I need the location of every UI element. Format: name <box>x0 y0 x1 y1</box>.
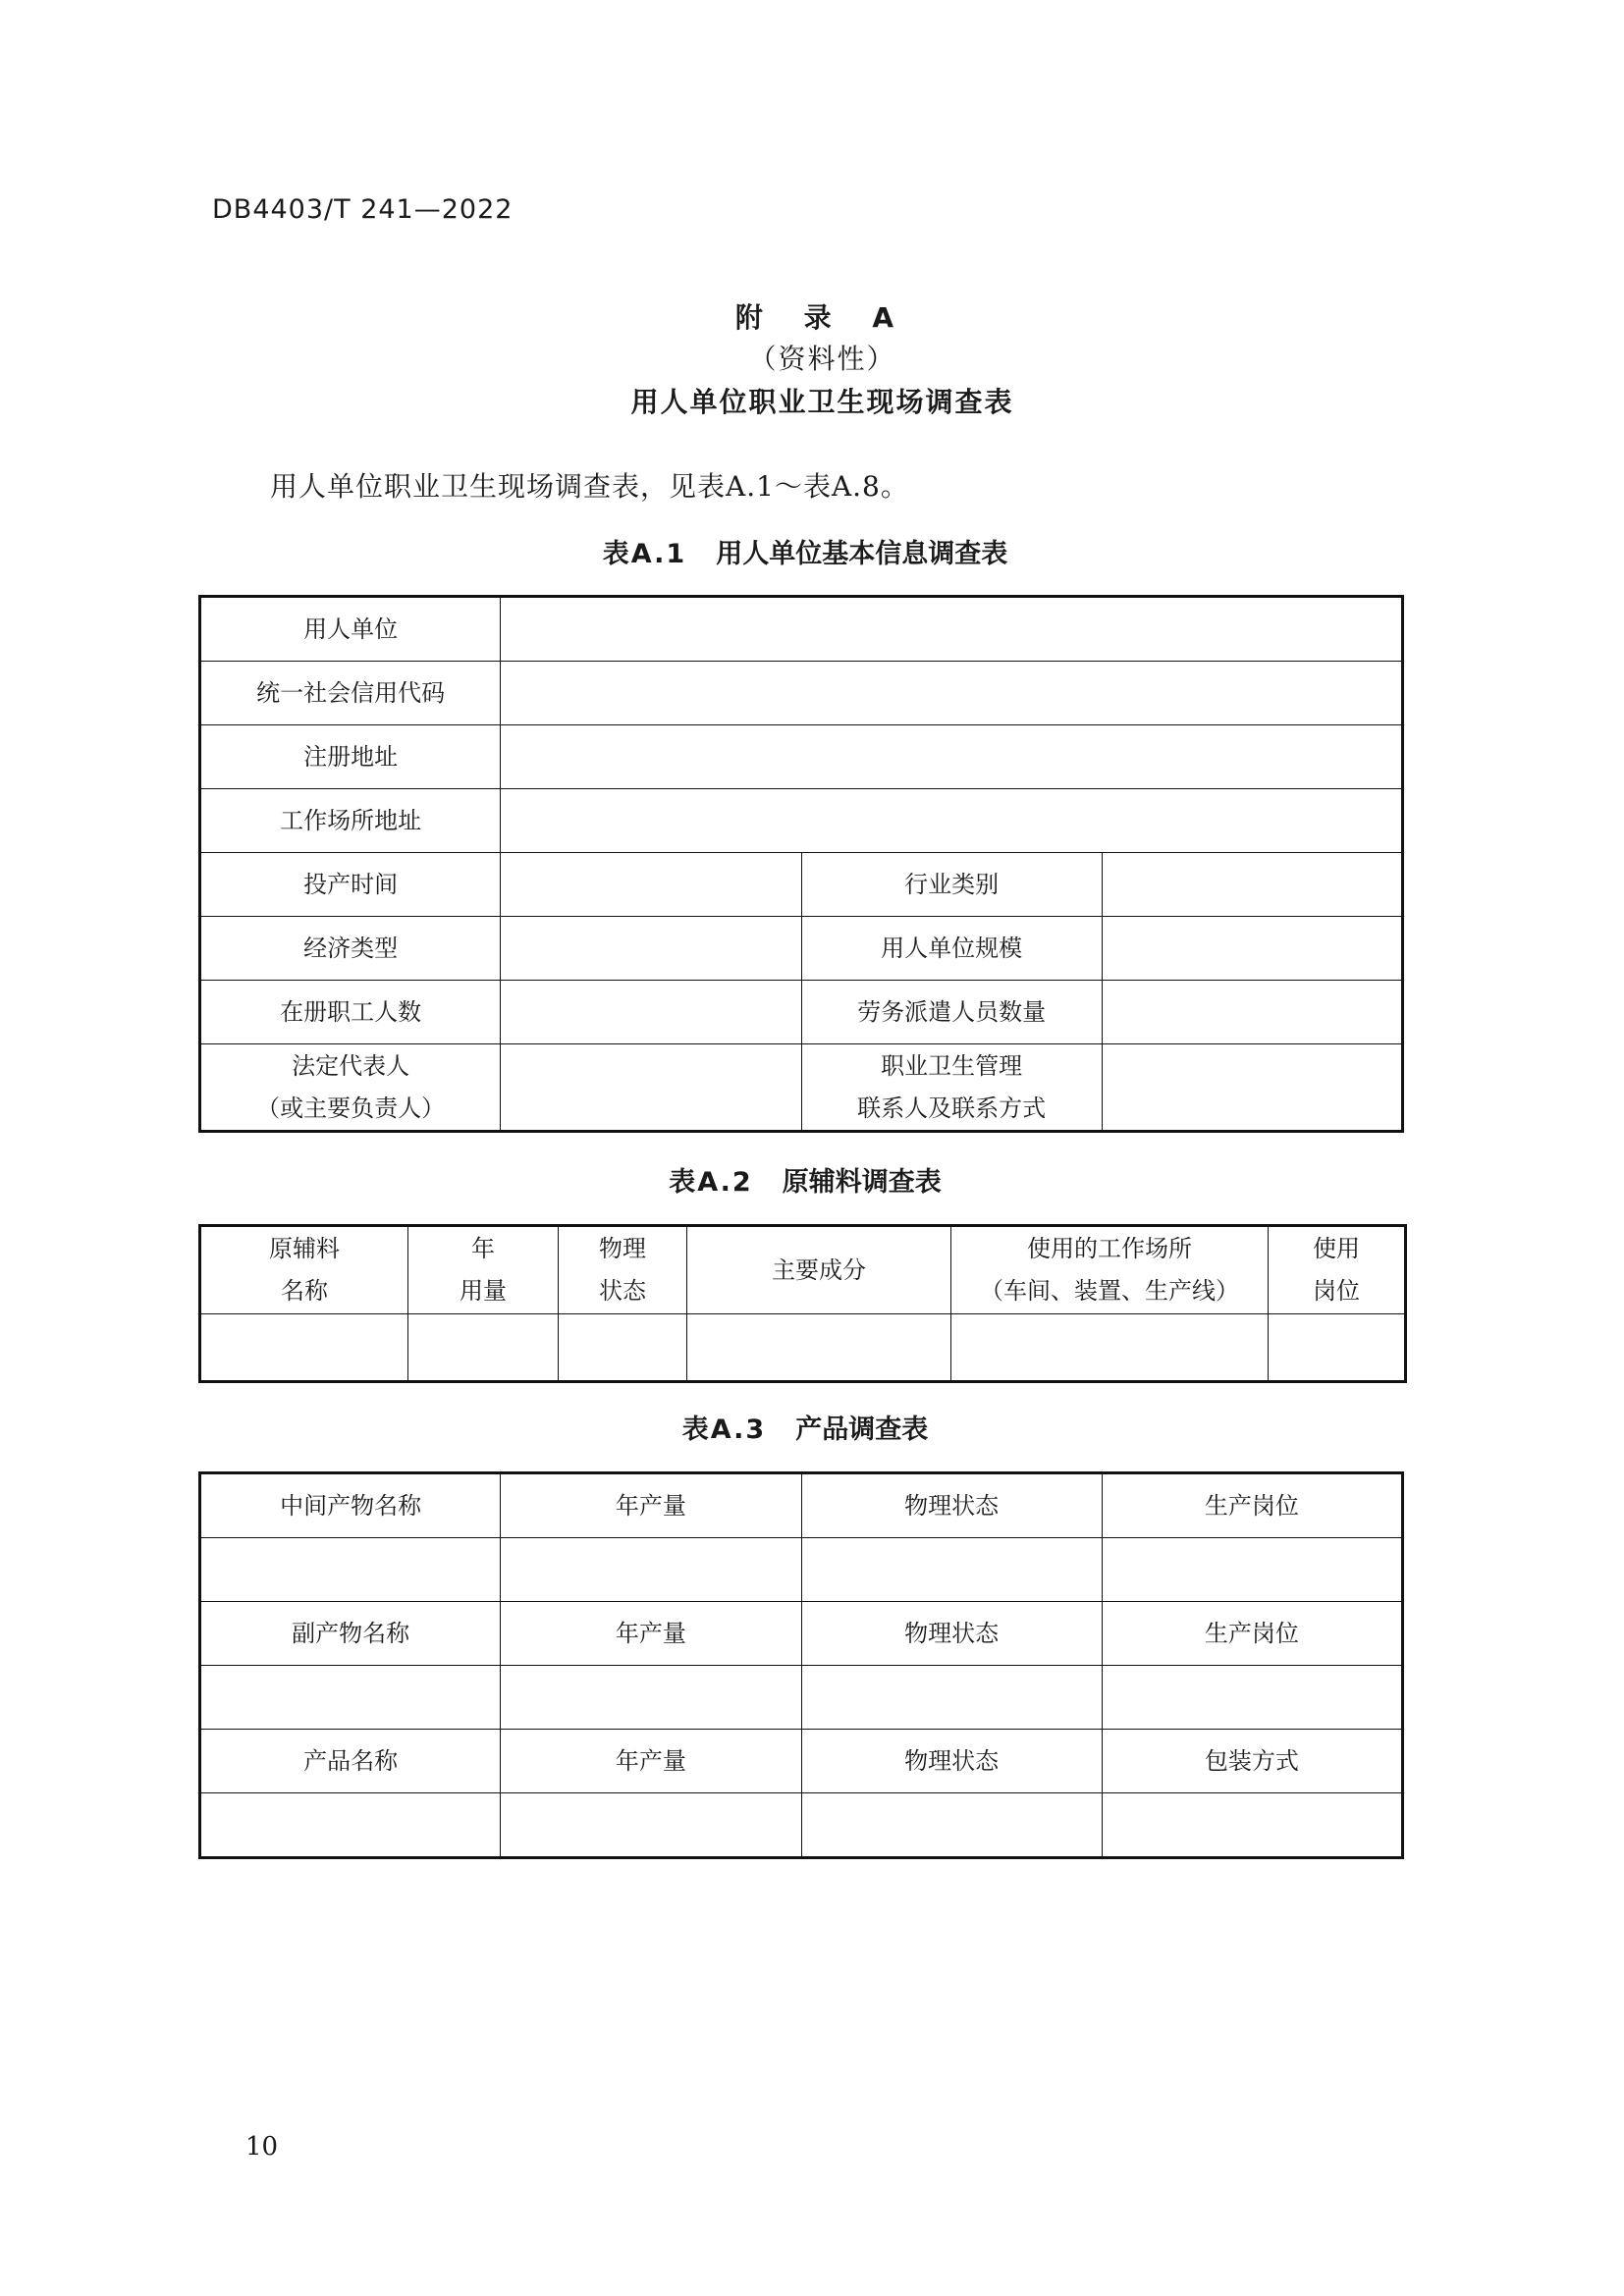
table-a1-caption <box>0 532 1610 570</box>
value-cell[interactable] <box>501 981 801 1044</box>
label-line: 法定代表人 <box>292 1051 410 1080</box>
value-cell[interactable] <box>200 1538 501 1602</box>
table-row <box>200 1538 1403 1602</box>
row-label: 用人单位规模 <box>801 917 1102 981</box>
value-cell[interactable] <box>408 1314 559 1382</box>
row-label: 行业类别 <box>801 853 1102 917</box>
appendix-label: 附 录 A <box>734 301 910 334</box>
table-header-row <box>200 1473 1403 1538</box>
value-cell[interactable] <box>501 1666 801 1730</box>
value-cell[interactable] <box>1102 1538 1402 1602</box>
value-cell[interactable] <box>1102 1666 1402 1730</box>
row-label <box>200 1044 501 1132</box>
table-a3-caption <box>0 1408 1610 1446</box>
value-cell[interactable] <box>501 1793 801 1858</box>
value-cell[interactable] <box>1102 981 1402 1044</box>
table-header-row <box>200 1730 1403 1793</box>
table-a1-name: 用人单位基本信息调查表 <box>716 539 1008 569</box>
row-label: 注册地址 <box>200 725 501 789</box>
column-header: 副产物名称 <box>200 1602 501 1666</box>
value-cell[interactable] <box>200 1793 501 1858</box>
value-cell[interactable] <box>501 789 1403 853</box>
value-cell[interactable] <box>687 1314 951 1382</box>
column-header: 物理状态 <box>801 1602 1102 1666</box>
value-cell[interactable] <box>1102 917 1402 981</box>
value-cell[interactable] <box>501 853 801 917</box>
column-header: 产品名称 <box>200 1730 501 1793</box>
table-header-row <box>200 1226 1406 1314</box>
row-label: 在册职工人数 <box>200 981 501 1044</box>
column-header: 年 用量 <box>408 1226 559 1314</box>
value-cell[interactable] <box>801 1666 1102 1730</box>
column-header: 主要成分 <box>687 1226 951 1314</box>
value-cell[interactable] <box>200 1314 408 1382</box>
value-cell[interactable] <box>501 1538 801 1602</box>
value-cell[interactable] <box>801 1538 1102 1602</box>
appendix-nature: （资料性） <box>748 343 896 375</box>
intro-paragraph: 用人单位职业卫生现场调查表，见表A.1～表A.8。 <box>270 470 909 503</box>
table-row <box>200 1044 1403 1132</box>
table-a2-raw-materials <box>198 1224 1407 1383</box>
table-row <box>200 1314 1406 1382</box>
table-row <box>200 981 1403 1044</box>
value-cell[interactable] <box>501 597 1403 662</box>
column-header: 物理状态 <box>801 1730 1102 1793</box>
table-row <box>200 597 1403 662</box>
value-cell[interactable] <box>1269 1314 1406 1382</box>
row-label: 统一社会信用代码 <box>200 662 501 725</box>
value-cell[interactable] <box>559 1314 687 1382</box>
column-header: 年产量 <box>501 1730 801 1793</box>
value-cell[interactable] <box>200 1666 501 1730</box>
table-row <box>200 1666 1403 1730</box>
row-label <box>801 1044 1102 1132</box>
table-row <box>200 917 1403 981</box>
table-a1-number: 表A.1 <box>602 539 687 569</box>
label-line: 联系人及联系方式 <box>857 1094 1047 1122</box>
value-cell[interactable] <box>1102 853 1402 917</box>
column-header: 生产岗位 <box>1102 1602 1402 1666</box>
row-label: 用人单位 <box>200 597 501 662</box>
column-header: 年产量 <box>501 1602 801 1666</box>
column-header: 使用的工作场所 （车间、装置、生产线） <box>951 1226 1269 1314</box>
column-header: 包装方式 <box>1102 1730 1402 1793</box>
column-header: 生产岗位 <box>1102 1473 1402 1538</box>
value-cell[interactable] <box>801 1793 1102 1858</box>
document-code: DB4403/T 241—2022 <box>212 194 514 225</box>
table-row <box>200 789 1403 853</box>
row-label: 经济类型 <box>200 917 501 981</box>
table-a3-name: 产品调查表 <box>795 1415 929 1445</box>
value-cell[interactable] <box>1102 1044 1402 1132</box>
page-number: 10 <box>245 2132 279 2162</box>
table-row <box>200 662 1403 725</box>
table-a2-caption <box>0 1160 1610 1199</box>
value-cell[interactable] <box>501 725 1403 789</box>
value-cell[interactable] <box>501 917 801 981</box>
column-header: 中间产物名称 <box>200 1473 501 1538</box>
row-label: 投产时间 <box>200 853 501 917</box>
table-row <box>200 853 1403 917</box>
label-line: 职业卫生管理 <box>881 1051 1023 1080</box>
table-a1-basic-info <box>198 595 1404 1133</box>
column-header: 使用 岗位 <box>1269 1226 1406 1314</box>
label-line: （或主要负责人） <box>256 1094 446 1122</box>
table-row <box>200 1793 1403 1858</box>
row-label: 工作场所地址 <box>200 789 501 853</box>
value-cell[interactable] <box>951 1314 1269 1382</box>
value-cell[interactable] <box>501 1044 801 1132</box>
value-cell[interactable] <box>501 662 1403 725</box>
table-a3-products <box>198 1471 1404 1859</box>
column-header: 物理状态 <box>801 1473 1102 1538</box>
value-cell[interactable] <box>1102 1793 1402 1858</box>
table-header-row <box>200 1602 1403 1666</box>
table-a2-name: 原辅料调查表 <box>782 1167 942 1198</box>
table-row <box>200 725 1403 789</box>
appendix-title: 用人单位职业卫生现场调查表 <box>630 386 1014 418</box>
column-header: 年产量 <box>501 1473 801 1538</box>
table-a2-number: 表A.2 <box>669 1167 753 1198</box>
row-label: 劳务派遣人员数量 <box>801 981 1102 1044</box>
column-header: 原辅料 名称 <box>200 1226 408 1314</box>
table-a3-number: 表A.3 <box>681 1415 767 1445</box>
column-header: 物理 状态 <box>559 1226 687 1314</box>
